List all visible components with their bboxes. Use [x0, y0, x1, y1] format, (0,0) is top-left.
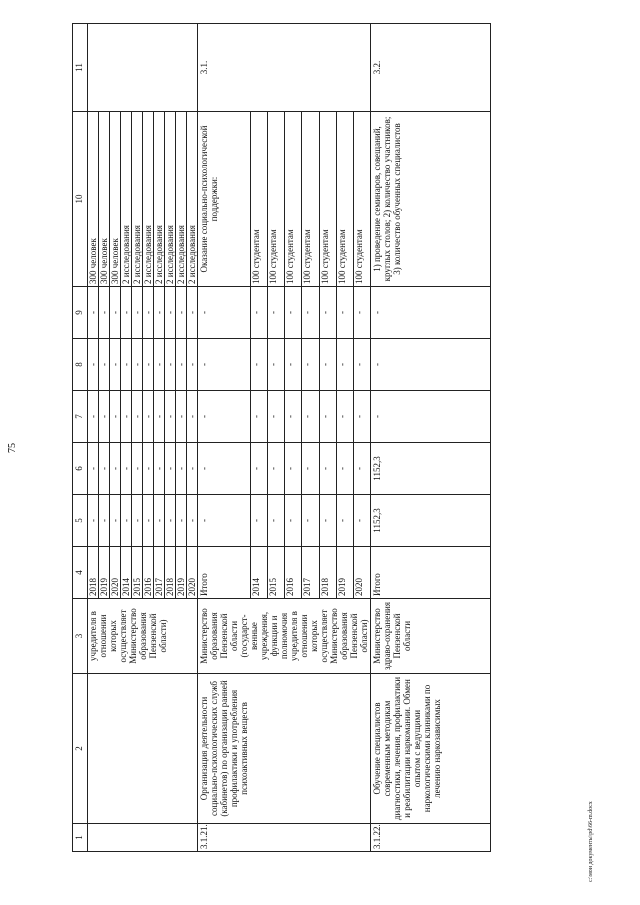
cell-col7: - [88, 391, 99, 443]
link-cell: 3.2. [371, 24, 491, 112]
cell-col7: - [285, 391, 302, 443]
program-table [72, 23, 491, 852]
cell-col7: - [121, 391, 132, 443]
cell-col7: - [154, 391, 165, 443]
cell-col7: - [132, 391, 143, 443]
cell-col6: - [176, 443, 187, 495]
indicator-text: 100 студентам [336, 112, 353, 287]
year-cell: 2018 [319, 547, 336, 599]
cell-col8: - [302, 339, 319, 391]
col-11-header: 11 [73, 24, 88, 112]
cell-col6: - [154, 443, 165, 495]
cell-col8: - [121, 339, 132, 391]
cell-col9: - [132, 287, 143, 339]
cell-col5: - [165, 495, 176, 547]
indicator-text: 2 исследования [165, 112, 176, 287]
col-4-header: 4 [73, 547, 88, 599]
cell-col7: - [165, 391, 176, 443]
cell-col6: - [268, 443, 285, 495]
cell-col5: - [154, 495, 165, 547]
cell-col5: - [187, 495, 198, 547]
cell-col7: - [99, 391, 110, 443]
indicator-text: 2 исследования [154, 112, 165, 287]
cell-col7: - [268, 391, 285, 443]
cell-col9: - [165, 287, 176, 339]
cell-col8: - [198, 339, 251, 391]
cell-col7: - [353, 391, 370, 443]
indicator-text: 100 студентам [268, 112, 285, 287]
indicator-text: 2 исследования [176, 112, 187, 287]
col-6-header: 6 [73, 443, 88, 495]
cell-col7: - [198, 391, 251, 443]
cell-col9: - [187, 287, 198, 339]
cell-col7: - [187, 391, 198, 443]
indicator-text: 2 исследования [132, 112, 143, 287]
measure-name [88, 674, 198, 824]
col-7-header: 7 [73, 391, 88, 443]
indicator-text: 100 студентам [319, 112, 336, 287]
indicator-text: 300 человек [110, 112, 121, 287]
cell-col7: - [143, 391, 154, 443]
cell-col9: - [176, 287, 187, 339]
year-cell: 2015 [268, 547, 285, 599]
cell-col5: - [336, 495, 353, 547]
measure-name: Обучение специалистов современным методикам диагностики, лечения, профилактики и реабилитации наркомании. Обмен опытом с ведущими наркологическими клиниками по лечению наркозависимых [371, 674, 491, 824]
year-cell: 2014 [121, 547, 132, 599]
indicator-text: 100 студентам [250, 112, 267, 287]
col-1-header: 1 [73, 824, 88, 852]
cell-col6: - [336, 443, 353, 495]
link-cell [88, 24, 198, 112]
cell-col7: - [176, 391, 187, 443]
cell-col5: - [176, 495, 187, 547]
col-3-header: 3 [73, 599, 88, 674]
indicator-text: 2 исследования [143, 112, 154, 287]
cell-col5: - [88, 495, 99, 547]
year-cell: 2016 [143, 547, 154, 599]
year-cell: 2020 [110, 547, 121, 599]
cell-col5: - [268, 495, 285, 547]
cell-col7: - [250, 391, 267, 443]
cell-col5: - [250, 495, 267, 547]
cell-col6: - [88, 443, 99, 495]
cell-col9: - [143, 287, 154, 339]
cell-col5: - [99, 495, 110, 547]
cell-col7: - [110, 391, 121, 443]
year-cell: 2020 [187, 547, 198, 599]
cell-col5: - [353, 495, 370, 547]
indicator-text: 100 студентам [285, 112, 302, 287]
year-cell: 2018 [165, 547, 176, 599]
table-row [371, 24, 491, 852]
year-cell: 2019 [99, 547, 110, 599]
year-cell: 2018 [88, 547, 99, 599]
cell-col9: - [353, 287, 370, 339]
cell-col6: - [132, 443, 143, 495]
file-path-footer: c:\мои документы\pd\66-m.docx [588, 801, 594, 882]
cell-col6: - [285, 443, 302, 495]
year-cell: 2019 [336, 547, 353, 599]
col-8-header: 8 [73, 339, 88, 391]
year-cell: 2020 [353, 547, 370, 599]
indicator-text: 100 студентам [302, 112, 319, 287]
indicator-text: 1) проведение семинаров, совещаний, круглых столов; 2) количество участников; 3) количество обученных специалистов [371, 112, 491, 287]
year-cell: 2019 [176, 547, 187, 599]
cell-col6: - [187, 443, 198, 495]
year-cell: 2015 [132, 547, 143, 599]
block-a-rows [88, 24, 198, 852]
cell-col6: - [99, 443, 110, 495]
cell-col9: - [121, 287, 132, 339]
cell-col8: - [88, 339, 99, 391]
link-cell: 3.1. [198, 24, 371, 112]
indicator-text: 100 студентам [353, 112, 370, 287]
cell-col8: - [132, 339, 143, 391]
cell-col6: - [319, 443, 336, 495]
cell-col9: - [319, 287, 336, 339]
cell-col8: - [285, 339, 302, 391]
cell-col5: - [110, 495, 121, 547]
cell-col8: - [110, 339, 121, 391]
year-cell: Итого [371, 547, 491, 599]
cell-col9: - [285, 287, 302, 339]
cell-col8: - [250, 339, 267, 391]
cell-col8: - [154, 339, 165, 391]
cell-col6: - [353, 443, 370, 495]
block-c-rows [371, 24, 491, 852]
year-cell: 2014 [250, 547, 267, 599]
cell-col9: - [371, 287, 491, 339]
indicator-text: 2 исследования [121, 112, 132, 287]
cell-col8: - [268, 339, 285, 391]
cell-col9: - [302, 287, 319, 339]
cell-col7: - [371, 391, 491, 443]
cell-col9: - [268, 287, 285, 339]
cell-col5: - [198, 495, 251, 547]
cell-col5: - [121, 495, 132, 547]
cell-col9: - [88, 287, 99, 339]
cell-col5: 1152,3 [371, 495, 491, 547]
measure-name: Организация деятельности социально-психологических служб (кабинетов) по организации ранней профилактики и употребления психоактивных веществ [198, 674, 371, 824]
year-cell: 2017 [302, 547, 319, 599]
cell-col5: - [143, 495, 154, 547]
measure-executor: Министерство здраво-охранения Пензенской области [371, 599, 491, 674]
measure-executor: учредителя в отношении которых осуществляет Министерство образования Пензенской области) [88, 599, 198, 674]
cell-col9: - [154, 287, 165, 339]
cell-col7: - [336, 391, 353, 443]
cell-col6: - [121, 443, 132, 495]
cell-col7: - [319, 391, 336, 443]
cell-col9: - [336, 287, 353, 339]
col-9-header: 9 [73, 287, 88, 339]
cell-col6: - [198, 443, 251, 495]
cell-col6: 1152,3 [371, 443, 491, 495]
table-row [88, 24, 99, 852]
cell-col5: - [319, 495, 336, 547]
year-cell: Итого [198, 547, 251, 599]
indicator-text: 300 человек [88, 112, 99, 287]
cell-col5: - [302, 495, 319, 547]
cell-col6: - [110, 443, 121, 495]
cell-col8: - [319, 339, 336, 391]
cell-col5: - [132, 495, 143, 547]
cell-col9: - [99, 287, 110, 339]
cell-col6: - [250, 443, 267, 495]
cell-col8: - [371, 339, 491, 391]
year-cell: 2016 [285, 547, 302, 599]
cell-col8: - [143, 339, 154, 391]
cell-col9: - [110, 287, 121, 339]
measure-number: 3.1.22. [371, 824, 491, 852]
cell-col5: - [285, 495, 302, 547]
measure-number [88, 824, 198, 852]
column-number-row [73, 24, 88, 852]
rotated-table-container [72, 24, 604, 852]
col-10-header: 10 [73, 112, 88, 287]
cell-col6: - [165, 443, 176, 495]
col-2-header: 2 [73, 674, 88, 824]
table-row [198, 24, 251, 852]
cell-col6: - [143, 443, 154, 495]
measure-number: 3.1.21. [198, 824, 371, 852]
block-b-rows [198, 24, 371, 852]
cell-col9: - [198, 287, 251, 339]
measure-executor: Министерство образования Пензенской области (государст-венные учреждения, функции и полномочия учредителя в отношении которых осуществляет Министерство образования Пензенской области) [198, 599, 371, 674]
year-cell: 2017 [154, 547, 165, 599]
cell-col8: - [99, 339, 110, 391]
indicator-text: 300 человек [99, 112, 110, 287]
cell-col7: - [302, 391, 319, 443]
cell-col9: - [250, 287, 267, 339]
cell-col8: - [187, 339, 198, 391]
cell-col8: - [336, 339, 353, 391]
indicator-text: Оказание социально-психологической поддержки: [198, 112, 251, 287]
cell-col8: - [176, 339, 187, 391]
col-5-header: 5 [73, 495, 88, 547]
cell-col8: - [353, 339, 370, 391]
page-number: 75 [7, 443, 18, 453]
indicator-text: 2 исследования [187, 112, 198, 287]
cell-col6: - [302, 443, 319, 495]
cell-col8: - [165, 339, 176, 391]
